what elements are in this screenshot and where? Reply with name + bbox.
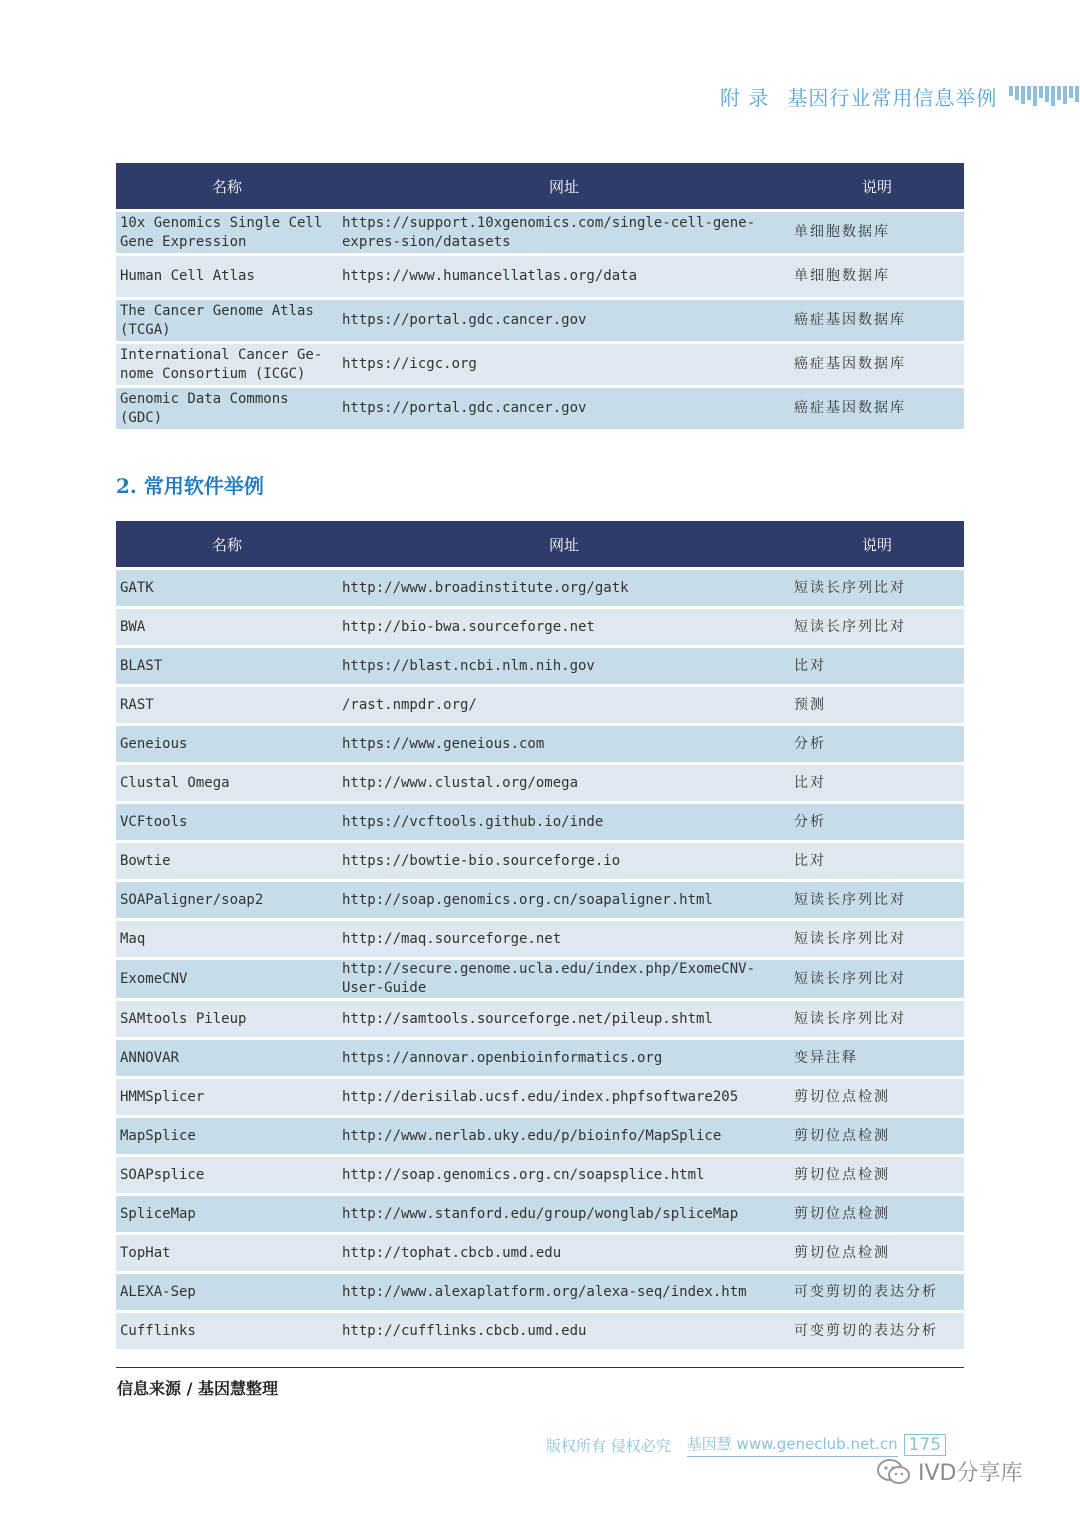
cell-name: 10x Genomics Single Cell Gene Expression bbox=[116, 212, 338, 253]
source-note: 信息来源 / 基因慧整理 bbox=[117, 1379, 278, 1398]
table-row bbox=[116, 843, 964, 879]
cell-url: http://soap.genomics.org.cn/soapsplice.html bbox=[338, 1157, 790, 1193]
column-header-name: 名称 bbox=[116, 521, 338, 567]
table-row bbox=[116, 1313, 964, 1349]
cell-name: HMMSplicer bbox=[116, 1079, 338, 1115]
cell-url: https://bowtie-bio.sourceforge.io bbox=[338, 843, 790, 879]
table-row bbox=[116, 960, 964, 998]
cell-name: Genomic Data Commons (GDC) bbox=[116, 388, 338, 429]
cell-url: https://support.10xgenomics.com/single-cell-gene-expres-sion/datasets bbox=[338, 212, 790, 253]
column-header-name: 名称 bbox=[116, 163, 338, 209]
cell-name: Clustal Omega bbox=[116, 765, 338, 801]
table-row bbox=[116, 1157, 964, 1193]
table-row bbox=[116, 1001, 964, 1037]
cell-desc: 剪切位点检测 bbox=[790, 1196, 964, 1232]
cell-name: MapSplice bbox=[116, 1118, 338, 1154]
column-header-url: 网址 bbox=[338, 163, 790, 209]
cell-name: International Cancer Ge-nome Consortium (ICGC) bbox=[116, 344, 338, 385]
cell-name: SpliceMap bbox=[116, 1196, 338, 1232]
divider bbox=[116, 1367, 964, 1368]
column-header-desc: 说明 bbox=[790, 163, 964, 209]
table-row bbox=[116, 212, 964, 253]
cell-desc: 短读长序列比对 bbox=[790, 921, 964, 957]
table-row bbox=[116, 726, 964, 762]
table-row bbox=[116, 300, 964, 341]
cell-name: Maq bbox=[116, 921, 338, 957]
cell-desc: 短读长序列比对 bbox=[790, 570, 964, 606]
table-row bbox=[116, 765, 964, 801]
watermark bbox=[876, 1456, 1022, 1487]
column-header-url: 网址 bbox=[338, 521, 790, 567]
cell-name: ExomeCNV bbox=[116, 960, 338, 998]
database-table bbox=[116, 160, 964, 432]
cell-url: http://soap.genomics.org.cn/soapaligner.html bbox=[338, 882, 790, 918]
page-footer bbox=[546, 1432, 946, 1458]
cell-url: http://secure.genome.ucla.edu/index.php/ExomeCNV-User-Guide bbox=[338, 960, 790, 998]
cell-url: https://annovar.openbioinformatics.org bbox=[338, 1040, 790, 1076]
watermark-text: IVD分享库 bbox=[918, 1461, 1023, 1486]
table-header-row bbox=[116, 163, 964, 209]
cell-url: https://portal.gdc.cancer.gov bbox=[338, 388, 790, 429]
cell-name: SAMtools Pileup bbox=[116, 1001, 338, 1037]
table-row bbox=[116, 804, 964, 840]
cell-url: http://bio-bwa.sourceforge.net bbox=[338, 609, 790, 645]
cell-name: ANNOVAR bbox=[116, 1040, 338, 1076]
table-row bbox=[116, 1196, 964, 1232]
table-row bbox=[116, 687, 964, 723]
cell-name: VCFtools bbox=[116, 804, 338, 840]
wechat-icon bbox=[876, 1458, 912, 1486]
cell-desc: 癌症基因数据库 bbox=[790, 388, 964, 429]
cell-url: http://www.nerlab.uky.edu/p/bioinfo/MapSplice bbox=[338, 1118, 790, 1154]
cell-url: https://www.humancellatlas.org/data bbox=[338, 256, 790, 297]
table-row bbox=[116, 1040, 964, 1076]
table-row bbox=[116, 1235, 964, 1271]
header-title: 基因行业常用信息举例 bbox=[787, 85, 998, 110]
cell-desc: 比对 bbox=[790, 648, 964, 684]
table-header-row bbox=[116, 521, 964, 567]
cell-name: Cufflinks bbox=[116, 1313, 338, 1349]
cell-desc: 剪切位点检测 bbox=[790, 1079, 964, 1115]
table-row bbox=[116, 1118, 964, 1154]
table-row bbox=[116, 609, 964, 645]
cell-desc: 预测 bbox=[790, 687, 964, 723]
cell-desc: 剪切位点检测 bbox=[790, 1118, 964, 1154]
table-row bbox=[116, 344, 964, 385]
cell-desc: 可变剪切的表达分析 bbox=[790, 1274, 964, 1310]
site-text: 基因慧 www.geneclub.net.cn bbox=[687, 1433, 898, 1457]
header-bars-decoration bbox=[1009, 86, 1079, 106]
cell-name: ALEXA-Sep bbox=[116, 1274, 338, 1310]
cell-desc: 分析 bbox=[790, 804, 964, 840]
cell-desc: 比对 bbox=[790, 765, 964, 801]
cell-url: http://samtools.sourceforge.net/pileup.shtml bbox=[338, 1001, 790, 1037]
cell-name: BLAST bbox=[116, 648, 338, 684]
cell-name: BWA bbox=[116, 609, 338, 645]
cell-url: http://www.alexaplatform.org/alexa-seq/index.htm bbox=[338, 1274, 790, 1310]
column-header-desc: 说明 bbox=[790, 521, 964, 567]
table-row bbox=[116, 1274, 964, 1310]
cell-desc: 癌症基因数据库 bbox=[790, 300, 964, 341]
cell-name: The Cancer Genome Atlas (TCGA) bbox=[116, 300, 338, 341]
page-header bbox=[720, 82, 1080, 110]
software-table bbox=[116, 518, 964, 1352]
cell-desc: 剪切位点检测 bbox=[790, 1157, 964, 1193]
cell-desc: 剪切位点检测 bbox=[790, 1235, 964, 1271]
cell-desc: 分析 bbox=[790, 726, 964, 762]
cell-name: SOAPsplice bbox=[116, 1157, 338, 1193]
cell-name: Human Cell Atlas bbox=[116, 256, 338, 297]
cell-url: http://maq.sourceforge.net bbox=[338, 921, 790, 957]
cell-desc: 变异注释 bbox=[790, 1040, 964, 1076]
cell-url: https://icgc.org bbox=[338, 344, 790, 385]
cell-url: https://blast.ncbi.nlm.nih.gov bbox=[338, 648, 790, 684]
table-row bbox=[116, 388, 964, 429]
table-row bbox=[116, 648, 964, 684]
cell-url: http://www.stanford.edu/group/wonglab/spliceMap bbox=[338, 1196, 790, 1232]
page-number: 175 bbox=[904, 1434, 946, 1456]
cell-desc: 短读长序列比对 bbox=[790, 882, 964, 918]
cell-url: https://portal.gdc.cancer.gov bbox=[338, 300, 790, 341]
cell-name: RAST bbox=[116, 687, 338, 723]
cell-name: Bowtie bbox=[116, 843, 338, 879]
table-row bbox=[116, 570, 964, 606]
cell-desc: 单细胞数据库 bbox=[790, 212, 964, 253]
copyright-text: 版权所有 侵权必究 bbox=[546, 1436, 671, 1455]
cell-desc: 短读长序列比对 bbox=[790, 609, 964, 645]
cell-desc: 短读长序列比对 bbox=[790, 960, 964, 998]
cell-url: http://www.broadinstitute.org/gatk bbox=[338, 570, 790, 606]
table-row bbox=[116, 256, 964, 297]
table-row bbox=[116, 921, 964, 957]
cell-name: GATK bbox=[116, 570, 338, 606]
cell-url: http://www.clustal.org/omega bbox=[338, 765, 790, 801]
cell-url: http://cufflinks.cbcb.umd.edu bbox=[338, 1313, 790, 1349]
table-row bbox=[116, 1079, 964, 1115]
cell-desc: 可变剪切的表达分析 bbox=[790, 1313, 964, 1349]
cell-desc: 癌症基因数据库 bbox=[790, 344, 964, 385]
cell-name: SOAPaligner/soap2 bbox=[116, 882, 338, 918]
cell-url: http://derisilab.ucsf.edu/index.phpfsoftware205 bbox=[338, 1079, 790, 1115]
cell-name: Geneious bbox=[116, 726, 338, 762]
section-title: 2. 常用软件举例 bbox=[116, 474, 264, 498]
cell-name: TopHat bbox=[116, 1235, 338, 1271]
table-row bbox=[116, 882, 964, 918]
cell-url: /rast.nmpdr.org/ bbox=[338, 687, 790, 723]
cell-url: https://vcftools.github.io/inde bbox=[338, 804, 790, 840]
cell-desc: 短读长序列比对 bbox=[790, 1001, 964, 1037]
cell-url: https://www.geneious.com bbox=[338, 726, 790, 762]
cell-desc: 比对 bbox=[790, 843, 964, 879]
appendix-label: 附 录 bbox=[720, 85, 770, 110]
cell-desc: 单细胞数据库 bbox=[790, 256, 964, 297]
cell-url: http://tophat.cbcb.umd.edu bbox=[338, 1235, 790, 1271]
